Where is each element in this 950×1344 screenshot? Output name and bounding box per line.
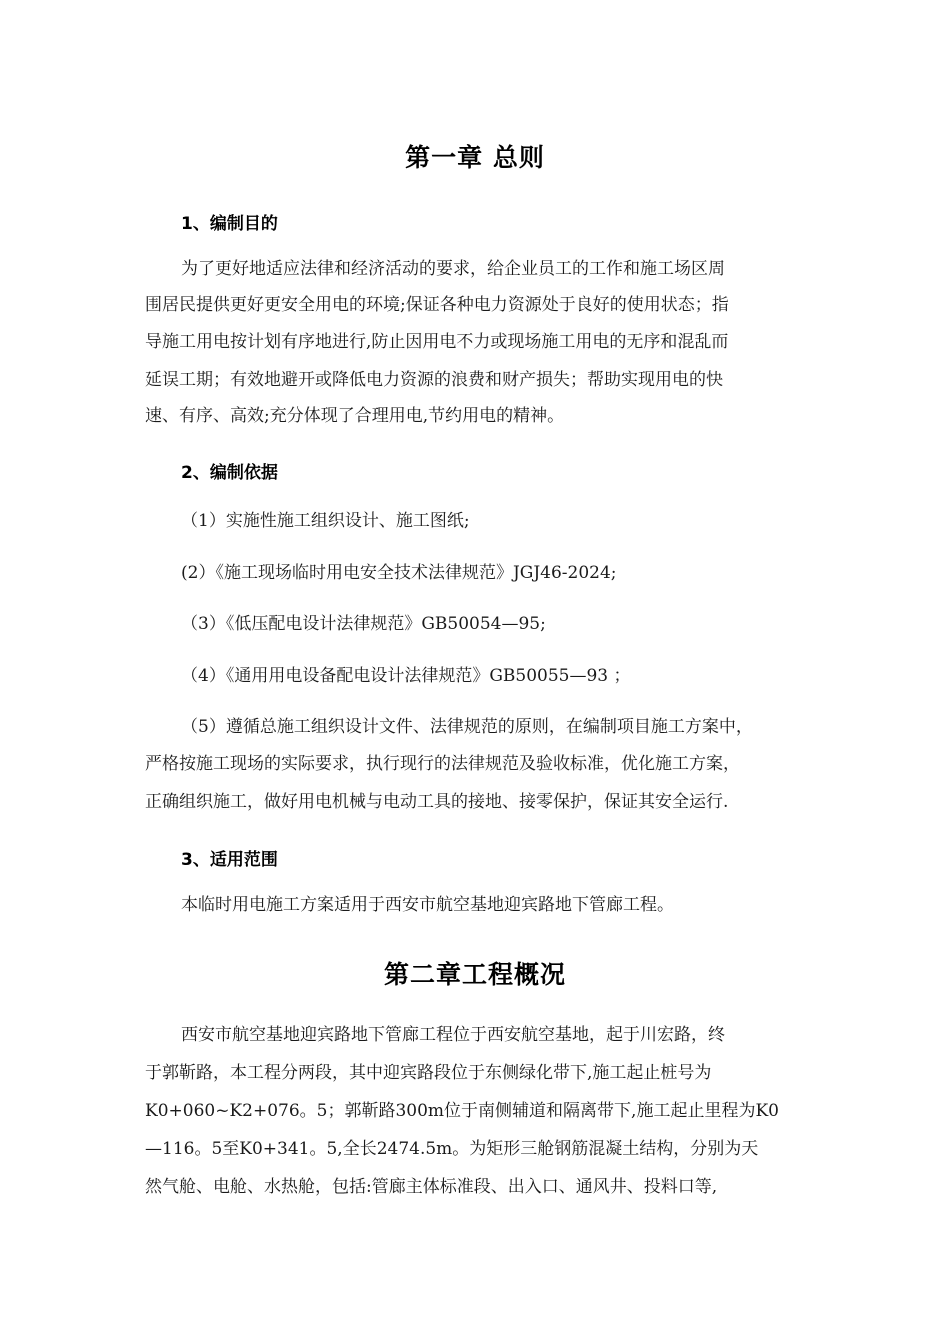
reference-item: （4）《通用用电设备配电设计法律规范》GB50055—93 ； — [181, 666, 631, 686]
paragraph-line: 正确组织施工，做好用电机械与电动工具的接地、接零保护，保证其安全运行. — [145, 792, 729, 812]
reference-item: （5）遵循总施工组织设计文件、法律规范的原则，在编制项目施工方案中， — [181, 717, 753, 737]
section-heading-basis: 2、编制依据 — [181, 463, 278, 483]
reference-item: (2）《施工现场临时用电安全技术法律规范》JGJ46-2024; — [181, 563, 617, 583]
paragraph-line: 西安市航空基地迎宾路地下管廊工程位于西安航空基地，起于川宏路，终 — [181, 1025, 725, 1045]
reference-item: （1）实施性施工组织设计、施工图纸; — [181, 511, 470, 531]
paragraph-line: 速、有序、高效;充分体现了合理用电,节约用电的精神。 — [145, 406, 565, 426]
section-heading-scope: 3、适用范围 — [181, 850, 278, 870]
paragraph-line: 延误工期；有效地避开或降低电力资源的浪费和财产损失；帮助实现用电的快 — [145, 370, 723, 390]
chapter-title: 第一章 总则 — [405, 143, 545, 172]
paragraph-line: 围居民提供更好更安全用电的环境;保证各种电力资源处于良好的使用状态；指 — [145, 295, 729, 315]
paragraph-line: K0+060~K2+076。5；郭靳路300m位于南侧辅道和隔离带下,施工起止里程为K0 — [145, 1101, 779, 1121]
paragraph-line: 于郭靳路，本工程分两段，其中迎宾路段位于东侧绿化带下,施工起止桩号为 — [145, 1063, 712, 1083]
reference-item: （3）《低压配电设计法律规范》GB50054—95; — [181, 614, 546, 634]
chapter-title: 第二章工程概况 — [383, 960, 566, 989]
paragraph-line: 然气舱、电舱、水热舱，包括:管廊主体标准段、出入口、通风井、投料口等, — [145, 1177, 718, 1197]
paragraph-line: —116。5至K0+341。5,全长2474.5m。为矩形三舱钢筋混凝土结构，分别为天 — [145, 1139, 759, 1159]
paragraph-line: 为了更好地适应法律和经济活动的要求，给企业员工的工作和施工场区周 — [181, 259, 725, 279]
section-heading-purpose: 1、编制目的 — [181, 214, 278, 234]
paragraph-line: 导施工用电按计划有序地进行,防止因用电不力或现场施工用电的无序和混乱而 — [145, 332, 729, 352]
paragraph-line: 严格按施工现场的实际要求，执行现行的法律规范及验收标准，优化施工方案， — [145, 754, 740, 774]
paragraph-line: 本临时用电施工方案适用于西安市航空基地迎宾路地下管廊工程。 — [181, 895, 674, 915]
